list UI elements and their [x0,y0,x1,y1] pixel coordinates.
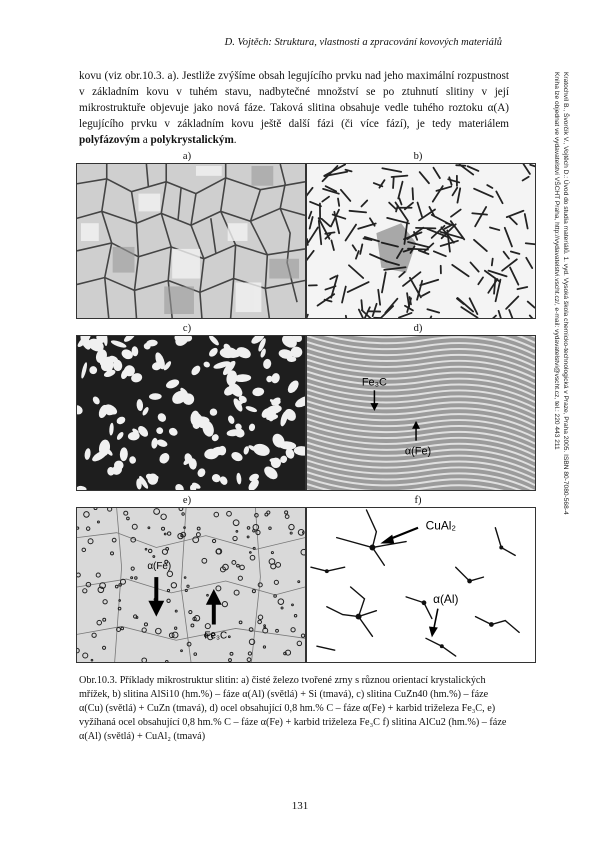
side-note-line-1: Kratochvíl B., Švorčík V., Vojtěch D.: Úvod do studia materiálů. 1. vyd. Vysoká škola chemicko-technologická v Praze, Praha 2005. ISBN 80-7080-568-4 [562,72,569,515]
panel-d-label: d) [413,323,423,334]
micrograph-a [76,163,306,319]
label-fe3c-d: Fe₃C [361,376,387,389]
micrograph-c [76,335,306,491]
side-note-line-2: Kniha lze objednat ve vydavatelství VŠCHT Praha, http://vydavatelstvi.vscht.cz/, e-mail: vydavatelstvi@vscht.cz, tel.: 220 443 211 [553,72,561,450]
paragraph-text-1: kovu (viz obr.10.3. a). Jestliže zvýšíme obsah legujícího prvku nad jeho maximální rozpustnost v základním kovu v tuhém stavu, nadbytečné množství se po ztuhnutí slitiny v její mikrostruktuře objevuje jako nová fáze. Taková slitina obsahuje vedle tuhého roztoku α(A) legujícího prvku v základním kovu ještě další fázi (či více fází), je tedy materiálem [79,70,509,130]
page-number: 131 [291,800,309,812]
label-alpha-d: α(Fe) [404,445,432,458]
micrograph-b [306,163,536,319]
bold-term-polyphase: polyfázovým [79,134,140,146]
micrograph-d-image [307,336,535,490]
micrograph-f [306,507,536,663]
micrograph-f-image [307,508,535,662]
panel-b-label: b) [413,151,423,162]
bold-term-polycrystalline: polykrystalickým [150,134,234,146]
paragraph-text-3: . [233,134,237,146]
micrograph-c-image [77,336,305,490]
label-cual2-f: CuAl₂ [425,518,457,533]
body-paragraph [79,68,509,148]
label-alpha-f: α(Al) [433,591,459,606]
micrograph-a-image [77,164,305,318]
side-note [552,72,569,515]
figure-caption: Obr.10.3. Příklady mikrostruktur slitin: a) čisté železo tvořené zrny s různou orientací krystalických mřížek, b) slitina AlSi10 (hm.%) – fáze α(Al) (světlá) + Si (tmavá), c) slitina CuZn40 (hm.%) – fáze α(Cu) (světlá) + CuZn (tmavá), d) ocel obsahující 0,8 hm.% C – fáze α(Fe) + karbid triželeza Fe₃C, e) vyžíhaná ocel obsahující 0,8 hm.% C – fáze α(Fe) + karbid triželeza Fe₃C f) slitina AlCu2 (hm.%) – fáze α(Al) (světlá) + CuAl₂ (tmavá) [79,675,507,742]
micrograph-b-image [307,164,535,318]
micrograph-e-image [77,508,305,662]
label-fe3c-e: Fe₃C [204,630,228,642]
label-alpha-e: α(Fe) [147,561,172,573]
micrograph-d [306,335,536,491]
panel-c-label: c) [182,323,192,334]
paragraph-text-2: a [139,134,151,146]
running-header: D. Vojtěch: Struktura, vlastnosti a zpracování kovových materiálů [224,37,502,48]
panel-e-label: e) [182,495,192,506]
panel-f-label: f) [414,495,422,506]
panel-a-label: a) [182,151,192,162]
micrograph-e [76,507,306,663]
